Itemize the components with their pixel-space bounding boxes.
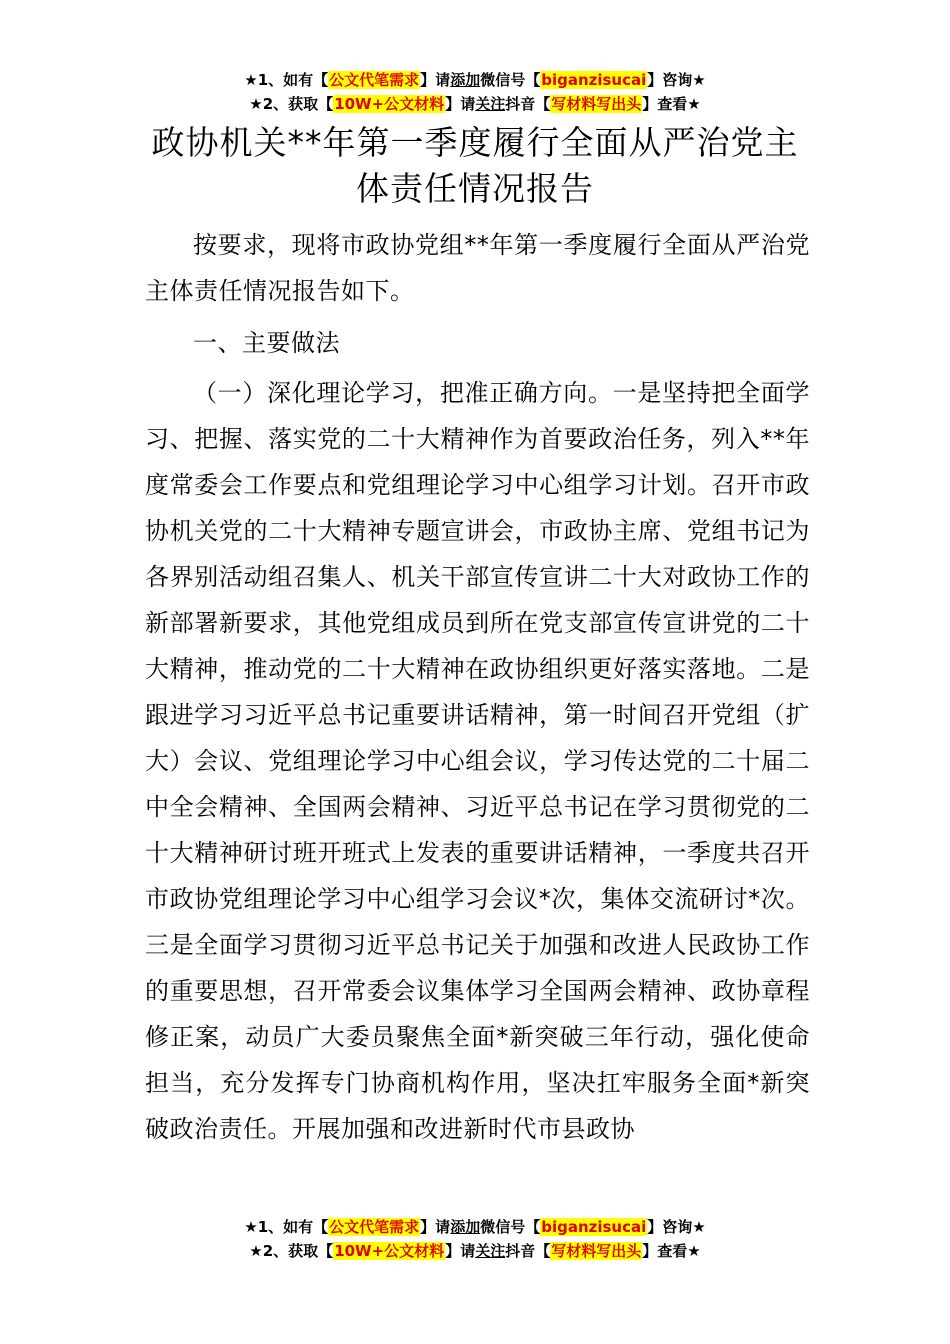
intro-paragraph: 按要求，现将市政协党组**年第一季度履行全面从严治党主体责任情况报告如下。 [145, 231, 810, 305]
promo-line-1: ★1、如有【公文代笔需求】请添加微信号【biganzisucai】咨询★ [244, 71, 706, 89]
promo-banner-bottom [0, 1215, 950, 1263]
document-body [145, 222, 810, 1152]
title-line-2: 体责任情况报告 [356, 169, 594, 208]
promo-line-2: ★2、获取【10W+公文材料】请关注抖音【写材料写出头】查看★ [249, 95, 701, 113]
promo-banner-top [0, 68, 950, 116]
promo-line-2: ★2、获取【10W+公文材料】请关注抖音【写材料写出头】查看★ [249, 1242, 701, 1260]
promo-highlight-wechat: biganzisucai [541, 71, 647, 89]
promo-highlight-douyin: 写材料写出头 [551, 95, 642, 113]
document-title [0, 120, 950, 212]
promo-highlight-materials: 10W+公文材料 [334, 95, 445, 113]
body-paragraph: （一）深化理论学习，把准正确方向。一是坚持把全面学习、把握、落实党的二十大精神作为首要政治任务，列入**年度常委会工作要点和党组理论学习中心组学习计划。召开市政协机关党的二十大精神专题宣讲会，市政协主席、党组书记为各界别活动组召集人、机关干部宣传宣讲二十大对政协工作的新部署新要求，其他党组成员到所在党支部宣传宣讲党的二十大精神，推动党的二十大精神在政协组织更好落实落地。二是跟进学习习近平总书记重要讲话精神，第一时间召开党组（扩大）会议、党组理论学习中心组会议，学习传达党的二十届二中全会精神、全国两会精神、习近平总书记在学习贯彻党的二十大精神研讨班开班式上发表的重要讲话精神，一季度共召开市政协党组理论学习中心组学习会议*次，集体交流研讨*次。三是全面学习贯彻习近平总书记关于加强和改进人民政协工作的重要思想，召开常委会议集体学习全国两会精神、政协章程修正案，动员广大委员聚焦全面*新突破三年行动，强化使命担当，充分发挥专门协商机构作用，坚决扛牢服务全面*新突破政治责任。开展加强和改进新时代市县政协 [145, 379, 810, 1143]
promo-highlight-wechat: biganzisucai [541, 1218, 647, 1236]
promo-line-1: ★1、如有【公文代笔需求】请添加微信号【biganzisucai】咨询★ [244, 1218, 706, 1236]
promo-highlight-douyin: 写材料写出头 [551, 1242, 642, 1260]
promo-highlight-service: 公文代笔需求 [329, 1218, 420, 1236]
section-heading: 一、主要做法 [193, 329, 340, 357]
promo-highlight-service: 公文代笔需求 [329, 71, 420, 89]
title-line-1: 政协机关**年第一季度履行全面从严治党主 [151, 123, 799, 162]
promo-highlight-materials: 10W+公文材料 [334, 1242, 445, 1260]
